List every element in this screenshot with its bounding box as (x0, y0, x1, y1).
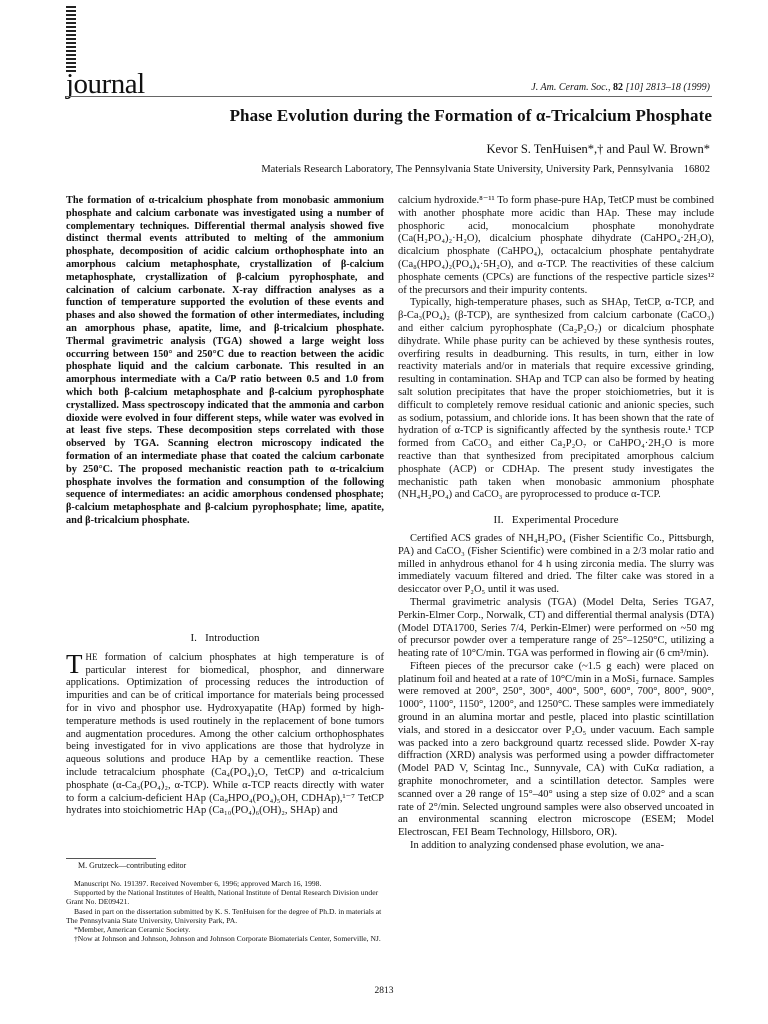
abstract: The formation of α-tricalcium phosphate from monobasic ammonium phosphate and calcium carbonate was investigated using a number of complementary techniques. Differential thermal analysis showed five distinct thermal events attributed to melting of the ammonium phosphate, decomposition of acidic calcium orthophosphate into an amorphous calcium metaphosphate, crystallization of β-calcium metaphosphate, crystallization of β-calcium pyrophosphate, and calcination of calcium carbonate. X-ray diffraction analyses as a function of temperature supported the evolution of these events and phases and also showed the formation of other intermediates, including an amorphous phase, apatite, lime, and β-tricalcium phosphate. Thermal gravimetric analysis (TGA) showed a large weight loss occurring between 150° and 250°C due to reaction between the acidic phosphate liquid and the calcium carbonate. This resulted in an amorphous intermediate with a Ca/P ratio between 0.5 and 1.0 from which both β-calcium metaphosphate and β-calcium pyrophosphate crystallized. Mass spectroscopy indicated that the ammonia and carbon dioxide were evolved in four different steps, while water was evolved in at least five steps. These decomposition steps correlated with those observed by TGA. Scanning electron microscopy indicated the formation of an intermediate phase that coated the calcium carbonate by 250°C. The proposed mechanistic reaction path to α-tricalcium phosphate involves the formation and consumption of the following sequence of intermediates: an acidic amorphous condensed phosphate; β-calcium metaphosphate and β-calcium pyrophosphate; lime, apatite, and β-tricalcium phosphate. (66, 195, 384, 526)
right-paragraph-2: Typically, high-temperature phases, such as SHAp, TetCP, α-TCP, and β-Ca₃(PO₄)₂ (β-TCP), are synthesized from calcium carbonate (CaCO₃) and either calcium pyrophosphate (Ca₂P₂O₇) or dicalcium phosphate dihydrate. While phase purity can be achieved by these synthesis routes, overfiring results in deadburning. This results, in turn, either in low reactivity materials and/or in materials that require excessive grinding, resulting in contamination. SHAp and TCP can also be formed by heating salt solution precipitates that have the proper stoichiometries, but it is difficult to completely remove residual cationic and anionic species, such as sodium, potassium, and chloride ions. It has been shown that the rate of hydration of α-TCP is significantly affected by the synthesis route.¹ TCP formed from CaCO₃ and either Ca₂P₂O₇ or CaHPO₄·2H₂O is more reactive than that synthesized from precipitated amorphous calcium phosphate (ACP) or CDHAp. The present study investigates the mechanistic path taken when monobasic ammonium phosphate (NH₄H₂PO₄) and CaCO₃ are pyroprocessed to produce α-TCP. (398, 297, 714, 501)
introduction-section (66, 632, 384, 818)
footnote: Supported by the National Institutes of Health, National Institute of Dental Research Division under Grant No. DE09421. (66, 888, 379, 907)
footnote: Manuscript No. 191397. Received November 6, 1996; approved March 16, 1998. (74, 879, 322, 888)
citation-prefix: J. Am. Ceram. Soc., (531, 82, 611, 93)
footnotes (66, 879, 384, 943)
experimental-paragraph-2: Thermal gravimetric analysis (TGA) (Model Delta, Series TGA7, Perkin-Elmer Corp., Norwalk, CT) and differential thermal analysis (DTA) (Model DTA1700, Series 7/4, Perkin-Elmer) were performed on ~50 mg of precursor powder over a temperature range of 25°–1250°C, utilizing a heating rate of 10°C/min. TGA was performed in flowing air (6 cm³/min). (398, 596, 714, 660)
experimental-paragraph-4: In addition to analyzing condensed phase evolution, we ana- (410, 840, 664, 852)
footnote: Based in part on the dissertation submitted by K. S. TenHuisen for the degree of Ph.D. in materials at The Pennsylvania State University, University Park, PA. (66, 906, 382, 925)
page-number: 2813 (374, 986, 394, 996)
header-rule (66, 96, 712, 97)
footnote: †Now at Johnson and Johnson, Johnson and Johnson Corporate Biomaterials Center, Somerville, NJ. (74, 934, 381, 944)
intro-lead: HE (85, 651, 98, 662)
citation-rest: [10] 2813–18 (1999) (623, 82, 710, 93)
footnote: *Member, American Ceramic Society. (74, 925, 191, 935)
contributing-editor: M. Grutzeck—contributing editor (78, 861, 187, 870)
paper-title: Phase Evolution during the Formation of α-Tricalcium Phosphate (229, 106, 712, 125)
right-column (398, 195, 714, 853)
experimental-paragraph-1: Certified ACS grades of NH₄H₂PO₄ (Fisher Scientific Co., Pittsburgh, PA) and CaCO₃ (Fisher Scientific) were combined in a 2/3 molar ratio and milled in anhydrous ethanol for 4 h using zirconia media. The slurry was immediately vacuum filtered and dried. The filter cake was stored in a desiccator over P₂O₅ until it was used. (398, 532, 714, 596)
intro-text: formation of calcium phosphates at high temperature is of particular interest for biomedical, phosphor, and dinnerware applications. Optimization of processing reduces the introduction of impurities and can be of critical importance for materials being processed for in vivo and phosphor use. Hydroxyapatite (HAp) formed by high-temperature methods is used routinely in the replacement of bone tumors and augmentation procedures. Among the other calcium orthophosphates being investigated for in vivo applications are those that hydrolyze in aqueous solutions and produce HAp by a cementlike reaction. These include tetracalcium phosphate (Ca₄(PO₄)₂O, TetCP) and α-tricalcium phosphate (α-Ca₃(PO₄)₂, α-TCP). While α-TCP reacts directly with water to form a calcium-deficient HAp (Ca₉HPO₄(PO₄)₅OH, CDHAp),¹⁻⁷ TetCP hydrates into stoichiometric HAp (Ca₁₀(PO₄)₆(OH)₂, SHAp) and (66, 651, 384, 817)
right-paragraph-1: calcium hydroxide.⁸⁻¹¹ To form phase-pure HAp, TetCP must be combined with another phosphate more acidic than HAp. These may include phosphoric acid, monocalcium phosphate monohydrate (Ca(H₂PO₄)₂·H₂O), dicalcium phosphate dihydrate (CaHPO₄·2H₂O), dicalcium phosphate (CaHPO₄), octacalcium phosphate pentahydrate (Ca₈(HPO₄)₂(PO₄)₄·5H₂O), and α-TCP. The reactivities of these calcium phosphate cements (CPCs) are functions of the respective particle sizes¹² of the precursors and their impurity contents. (398, 195, 714, 296)
drop-cap: T (66, 648, 83, 679)
section-heading-introduction: I. Introduction (190, 632, 260, 644)
footnote-rule (66, 858, 156, 859)
journal-logo (66, 6, 145, 101)
logo-bars (66, 6, 76, 72)
intro-paragraph (66, 648, 384, 818)
affiliation: Materials Research Laboratory, The Pennsylvania State University, University Park, Pennsylvania 16802 (261, 164, 710, 175)
section-heading-experimental: II. Experimental Procedure (493, 514, 619, 527)
citation-volume: 82 (613, 82, 624, 93)
experimental-paragraph-3: Fifteen pieces of the precursor cake (~1.5 g each) were placed on platinum foil and heated at a rate of 10°C/min in a MoSi₂ furnace. Samples were removed at 200°, 250°, 300°, 400°, 500°, 600°, 700°, 800°, 900°, 1000°, 1100°, 1150°, 1200°, and 1250°C. These samples were immediately ground in an alumina mortar and pestle, placed into plastic scintillation vials, and stored in a desiccator over P₂O₅ under vacuum. Each sample was packed into a zero background quartz recessed slide. Powder X-ray diffraction (XRD) analysis was performed using a powder diffractometer (Model PAD V, Scintag Inc., Sunnyvale, CA) with CuKα radiation, a graphite monochrometer, and a scintillation detector. Samples were scanned over a 2θ range of 15°–40° using a step size of 0.02° and a scan rate of 2°/min. Selected unground samples were also observed uncoated in an environmental scanning electron microscope (ESEM; Model Electroscan, FEI Beam Technology, Hillsboro, OR). (398, 660, 714, 839)
authors: Kevor S. TenHuisen*,† and Paul W. Brown* (486, 142, 710, 156)
logo-wordmark: journal (66, 68, 145, 100)
journal-citation (531, 82, 710, 93)
